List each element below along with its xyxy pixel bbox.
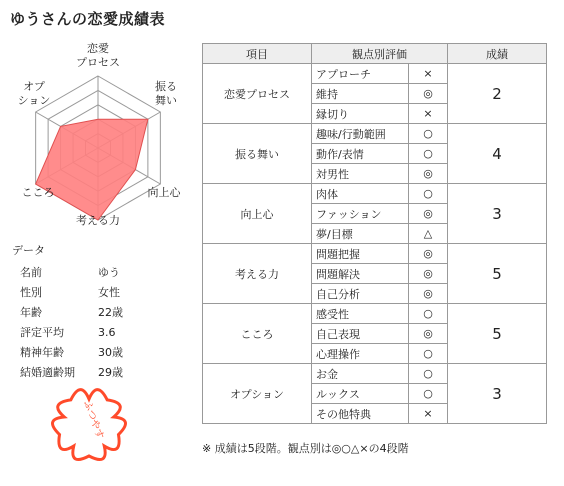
radar-axis-label: こころ <box>21 186 55 199</box>
score-cell: 2 <box>448 64 547 124</box>
view-cell: 問題把握 <box>312 244 409 264</box>
view-cell: 対男性 <box>312 164 409 184</box>
view-cell: 縁切り <box>312 104 409 124</box>
view-cell: 維持 <box>312 84 409 104</box>
radar-axis-label: ション <box>17 94 51 107</box>
view-cell: アプローチ <box>312 64 409 84</box>
mark-cell: ◎ <box>409 244 448 264</box>
profile-row <box>12 322 123 342</box>
radar-axis-label: 恋愛 <box>87 42 109 55</box>
mark-cell: × <box>409 104 448 124</box>
radar-axis-label: プロセス <box>76 56 120 69</box>
profile-row <box>12 342 123 362</box>
stamp-text: ふつやす <box>81 399 106 441</box>
profile-key: 評定平均 <box>20 326 64 339</box>
header-score: 成績 <box>448 44 547 64</box>
profile-key: 性別 <box>20 286 42 299</box>
item-cell: 向上心 <box>203 184 312 244</box>
table-row <box>203 64 547 84</box>
table-row <box>203 364 547 384</box>
table-row <box>203 184 547 204</box>
view-cell: 夢/目標 <box>312 224 409 244</box>
profile-row <box>12 302 123 322</box>
profile-value: 30歳 <box>98 346 123 359</box>
mark-cell: ○ <box>409 304 448 324</box>
mark-cell: ◎ <box>409 324 448 344</box>
score-cell: 3 <box>448 364 547 424</box>
profile-value: 3.6 <box>98 325 116 339</box>
mark-cell: ○ <box>409 384 448 404</box>
profile-row <box>12 362 123 382</box>
score-cell: 5 <box>448 304 547 364</box>
profile-key: 名前 <box>20 266 42 279</box>
radar-axis-label: 舞い <box>155 94 177 107</box>
mark-cell: ◎ <box>409 164 448 184</box>
radar-chart <box>0 28 200 238</box>
item-cell: 考える力 <box>203 244 312 304</box>
view-cell: 心理操作 <box>312 344 409 364</box>
radar-axis-label: 振る <box>155 80 177 93</box>
score-cell: 4 <box>448 124 547 184</box>
view-cell: ルックス <box>312 384 409 404</box>
item-cell: こころ <box>203 304 312 364</box>
profile-value: 22歳 <box>98 306 123 319</box>
radar-axis-label: 向上心 <box>147 186 181 199</box>
profile-data <box>12 242 123 382</box>
mark-cell: × <box>409 64 448 84</box>
view-cell: 動作/表情 <box>312 144 409 164</box>
table-row <box>203 124 547 144</box>
radar-value-polygon <box>36 119 148 220</box>
item-cell: オプション <box>203 364 312 424</box>
view-cell: 感受性 <box>312 304 409 324</box>
mark-cell: ◎ <box>409 264 448 284</box>
view-cell: 問題解決 <box>312 264 409 284</box>
mark-cell: ◎ <box>409 284 448 304</box>
view-cell: 自己表現 <box>312 324 409 344</box>
view-cell: その他特典 <box>312 404 409 424</box>
profile-value: 女性 <box>98 286 120 299</box>
mark-cell: ○ <box>409 344 448 364</box>
mark-cell: ◎ <box>409 84 448 104</box>
mark-cell: ○ <box>409 364 448 384</box>
mark-cell: ◎ <box>409 204 448 224</box>
stamp-flower <box>44 380 134 470</box>
footnote: ※ 成績は5段階。観点別は◎○△×の4段階 <box>202 442 409 455</box>
profile-row <box>12 262 123 282</box>
mark-cell: ○ <box>409 124 448 144</box>
item-cell: 振る舞い <box>203 124 312 184</box>
header-item: 項目 <box>203 44 312 64</box>
view-cell: お金 <box>312 364 409 384</box>
profile-key: 結婚適齢期 <box>20 366 75 379</box>
score-cell: 3 <box>448 184 547 244</box>
mark-cell: × <box>409 404 448 424</box>
header-view: 観点別評価 <box>312 44 448 64</box>
profile-value: ゆう <box>98 266 120 279</box>
profile-value: 29歳 <box>98 366 123 379</box>
table-row <box>203 244 547 264</box>
profile-row <box>12 282 123 302</box>
table-row <box>203 304 547 324</box>
view-cell: 自己分析 <box>312 284 409 304</box>
view-cell: ファッション <box>312 204 409 224</box>
mark-cell: ○ <box>409 184 448 204</box>
radar-axis-label: オプ <box>23 80 45 93</box>
profile-key: 年齢 <box>20 306 42 319</box>
item-cell: 恋愛プロセス <box>203 64 312 124</box>
score-cell: 5 <box>448 244 547 304</box>
profile-key: 精神年齢 <box>20 346 64 359</box>
page-title: ゆうさんの恋愛成績表 <box>10 10 166 28</box>
radar-axis-label: 考える力 <box>76 214 120 227</box>
mark-cell: ○ <box>409 144 448 164</box>
grade-table <box>202 43 547 424</box>
view-cell: 肉体 <box>312 184 409 204</box>
profile-heading: データ <box>12 244 45 257</box>
view-cell: 趣味/行動範囲 <box>312 124 409 144</box>
mark-cell: △ <box>409 224 448 244</box>
